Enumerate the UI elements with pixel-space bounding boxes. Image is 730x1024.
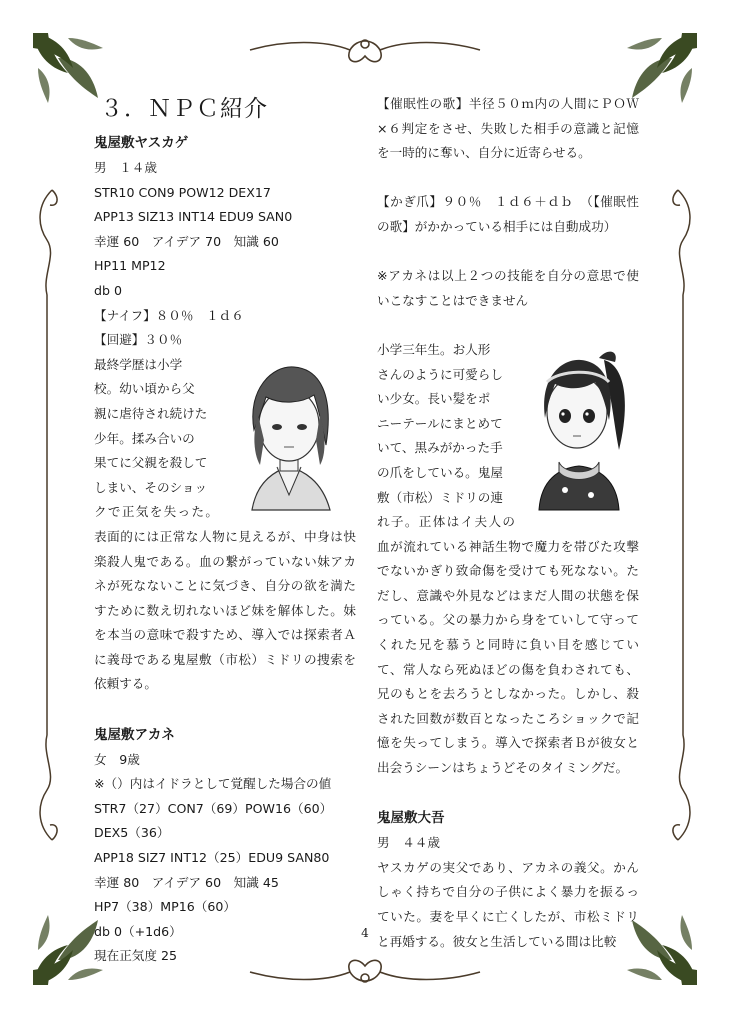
npc-description: れ子。正体はイ夫人の血が流れている神話生物で魔力を帯びた攻撃でないかぎり致命傷を受けても死なない。ただし、意識や外見などはまだ人間の状態を保っている。父の暴力から身をていして守ってくれた兄を慕うと同時に負い目を感じていて、常人なら死ぬほどの傷を負わされても、兄のもとを去ろうとしなかった。しかし、殺された回数が数百となったころショックで記憶を失ってしまう。導入で探索者Ｂが彼女と出会うシーンはちょうどそのタイミングだ。 [377,514,639,776]
npc-description: クで正気を失った。表面的には正常な人物に見えるが、中身は快楽殺人鬼である。血の繋がっていない妹アカネが死なないことに気づき、自分の欲を満たすために数え切れないほど妹を解体した。妹を本当の意味で殺すため、導入では探索者Ａに義母である鬼屋敷（市松）ミドリの捜索を依頼する。 [94,504,356,692]
section-title: ３．ＮＰＣ紹介 [100,96,268,122]
page-number: 4 [361,926,369,940]
left-column [94,92,356,969]
npc-note-line: ※（）内はイドラとして覚醒した場合の値 [94,776,332,792]
npc-description-line: 校。幼い頃から父 [94,381,195,397]
npc-stat-line: APP18 SIZ7 INT12（25）EDU9 SAN80 [94,850,330,866]
akane-portrait [519,340,639,512]
npc-stat-line: HP11 MP12 [94,258,166,274]
npc-stat-line: DEX5（36） [94,825,170,841]
npc-stat-line: 男 ４４歳 [377,835,440,851]
npc-description-line: 敷（市松）ミドリの連 [377,489,503,505]
npc-stat-line: 男 １４歳 [94,160,157,175]
npc-description-line: 少年。揉み合いの [94,430,195,446]
npc-name-yasukage: 鬼屋敷ヤスカゲ [94,135,189,151]
npc-skill-hypnotic-song: 【催眠性の歌】半径５０ｍ内の人間にＰＯＷ×６判定をさせ、失敗した相手の意識と記憶を一時的に奪い、自分に近寄らせる。 [377,96,639,161]
npc-stat-line: STR7（27）CON7（69）POW16（60） [94,800,333,816]
npc-description-line: 親に虐待され続けた [94,405,208,421]
top-flourish [245,30,485,70]
npc-stat-line: db 0 [94,282,123,298]
npc-description-line: ニーテールにまとめて [377,415,503,431]
right-border-scroll [668,185,698,845]
yasukage-portrait [222,355,356,515]
npc-skill-line: 【回避】３０％ [94,332,183,348]
npc-description-line: さんのように可愛らし [377,366,503,382]
npc-stat-line: 女 9歳 [94,751,140,767]
npc-description: ヤスカゲの実父であり、アカネの義父。かんしゃく持ちで自分の子供によく暴力を振るっていた。妻を早くに亡くしたが、市松ミドリと再婚する。彼女と生活している間は比較 [377,859,639,949]
npc-description-line: 果てに父親を殺して [94,455,208,471]
npc-skill-line: 【ナイフ】８０％ １ｄ６ [94,307,244,323]
right-column [377,92,639,954]
npc-stat-line: HP7（38）MP16（60） [94,899,236,915]
npc-note: ※アカネは以上２つの技能を自分の意思で使いこなすことはできません [377,268,639,308]
npc-stat-line: 現在正気度 25 [94,948,177,964]
npc-stat-line: 幸運 80 アイデア 60 知識 45 [94,874,279,890]
npc-description-line: 最終学歴は小学 [94,356,183,372]
npc-stat-line: APP13 SIZ13 INT14 EDU9 SAN0 [94,209,293,225]
npc-stat-line: db 0（+1d6） [94,923,182,939]
npc-description-line: の爪をしている。鬼屋 [377,464,503,480]
npc-description-line: い少女。長い髪をポ [377,391,491,407]
npc-description-line: いて、黒みがかった手 [377,440,503,456]
npc-name-daigo: 鬼屋敷大吾 [377,810,445,827]
npc-name-akane: 鬼屋敷アカネ [94,726,175,743]
npc-stat-line: 幸運 60 アイデア 70 知識 60 [94,233,279,249]
npc-stat-line: STR10 CON9 POW12 DEX17 [94,184,271,200]
npc-skill-claws: 【かぎ爪】９０％ １ｄ６＋ｄｂ （【催眠性の歌】がかかっている相手には自動成功） [377,194,639,234]
npc-description-line: しまい、そのショッ [94,479,208,495]
left-border-scroll [32,185,62,845]
npc-description-line: 小学三年生。お人形 [377,341,491,357]
